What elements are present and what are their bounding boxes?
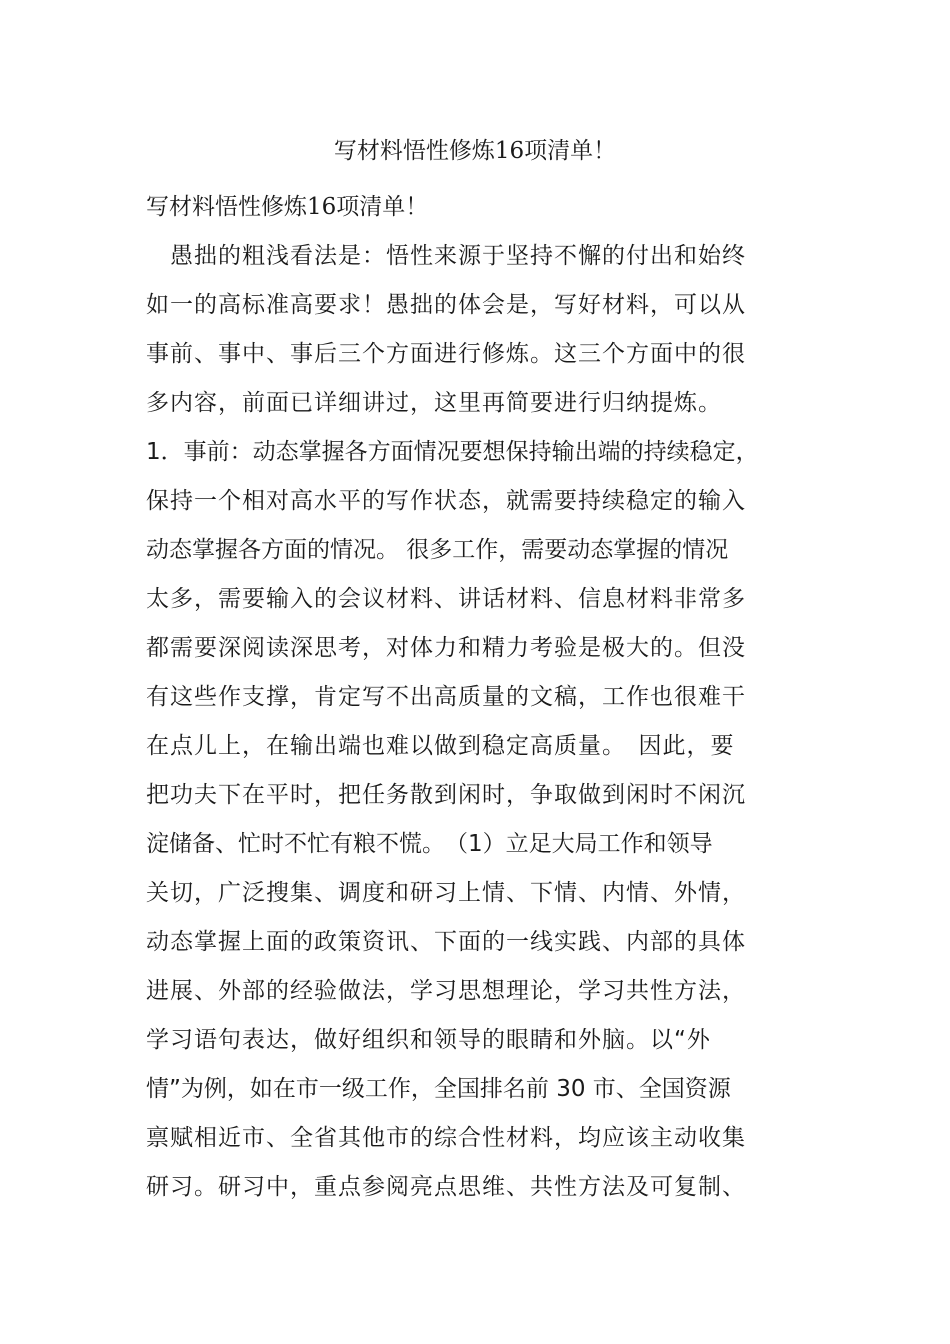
body-line: 有这些作支撑，肯定写不出高质量的文稿，工作也很难干 — [146, 684, 746, 710]
body-line: 多内容，前面已详细讲过，这里再简要进行归纳提炼。 — [146, 390, 722, 416]
body-line: 动态掌握各方面的情况。 很多工作，需要动态掌握的情况 — [146, 537, 729, 563]
body-line: 如一的高标准高要求！愚拙的体会是，写好材料，可以从 — [146, 292, 746, 318]
document-title: 写材料悟性修炼16项清单！ — [333, 138, 617, 164]
body-line: 动态掌握上面的政策资讯、下面的一线实践、内部的具体 — [146, 929, 746, 955]
body-line: 事前、事中、事后三个方面进行修炼。这三个方面中的很 — [146, 341, 746, 367]
body-line: 在点儿上，在输出端也难以做到稳定高质量。 因此，要 — [146, 733, 735, 759]
body-line: 都需要深阅读深思考，对体力和精力考验是极大的。但没 — [146, 635, 746, 661]
body-heading: 写材料悟性修炼16项清单！ — [146, 194, 429, 220]
body-line: 把功夫下在平时，把任务散到闲时，争取做到闲时不闲沉 — [146, 782, 746, 808]
body-line: 禀赋相近市、全省其他市的综合性材料，均应该主动收集 — [146, 1125, 746, 1151]
body-line: 淀储备、忙时不忙有粮不慌。 （1）立足大局工作和领导 — [146, 831, 713, 857]
body-line: 关切，广泛搜集、调度和研习上情、下情、内情、外情， — [146, 880, 746, 906]
body-line: 愚拙的粗浅看法是：悟性来源于坚持不懈的付出和始终 — [146, 243, 746, 269]
body-line: 学习语句表达，做好组织和领导的眼睛和外脑。以“外 — [146, 1027, 711, 1053]
body-line: 保持一个相对高水平的写作状态，就需要持续稳定的输入 — [146, 488, 746, 514]
body-line: 太多，需要输入的会议材料、讲话材料、信息材料非常多 — [146, 586, 746, 612]
body-line: 研习。研习中，重点参阅亮点思维、共性方法及可复制、 — [146, 1174, 746, 1200]
document-body — [146, 183, 836, 1212]
body-line: 情”为例，如在市一级工作，全国排名前 30 市、全国资源 — [146, 1076, 731, 1102]
body-line: 1．事前：动态掌握各方面情况要想保持输出端的持续稳定， — [146, 439, 759, 465]
body-line: 进展、外部的经验做法，学习思想理论，学习共性方法， — [146, 978, 746, 1004]
